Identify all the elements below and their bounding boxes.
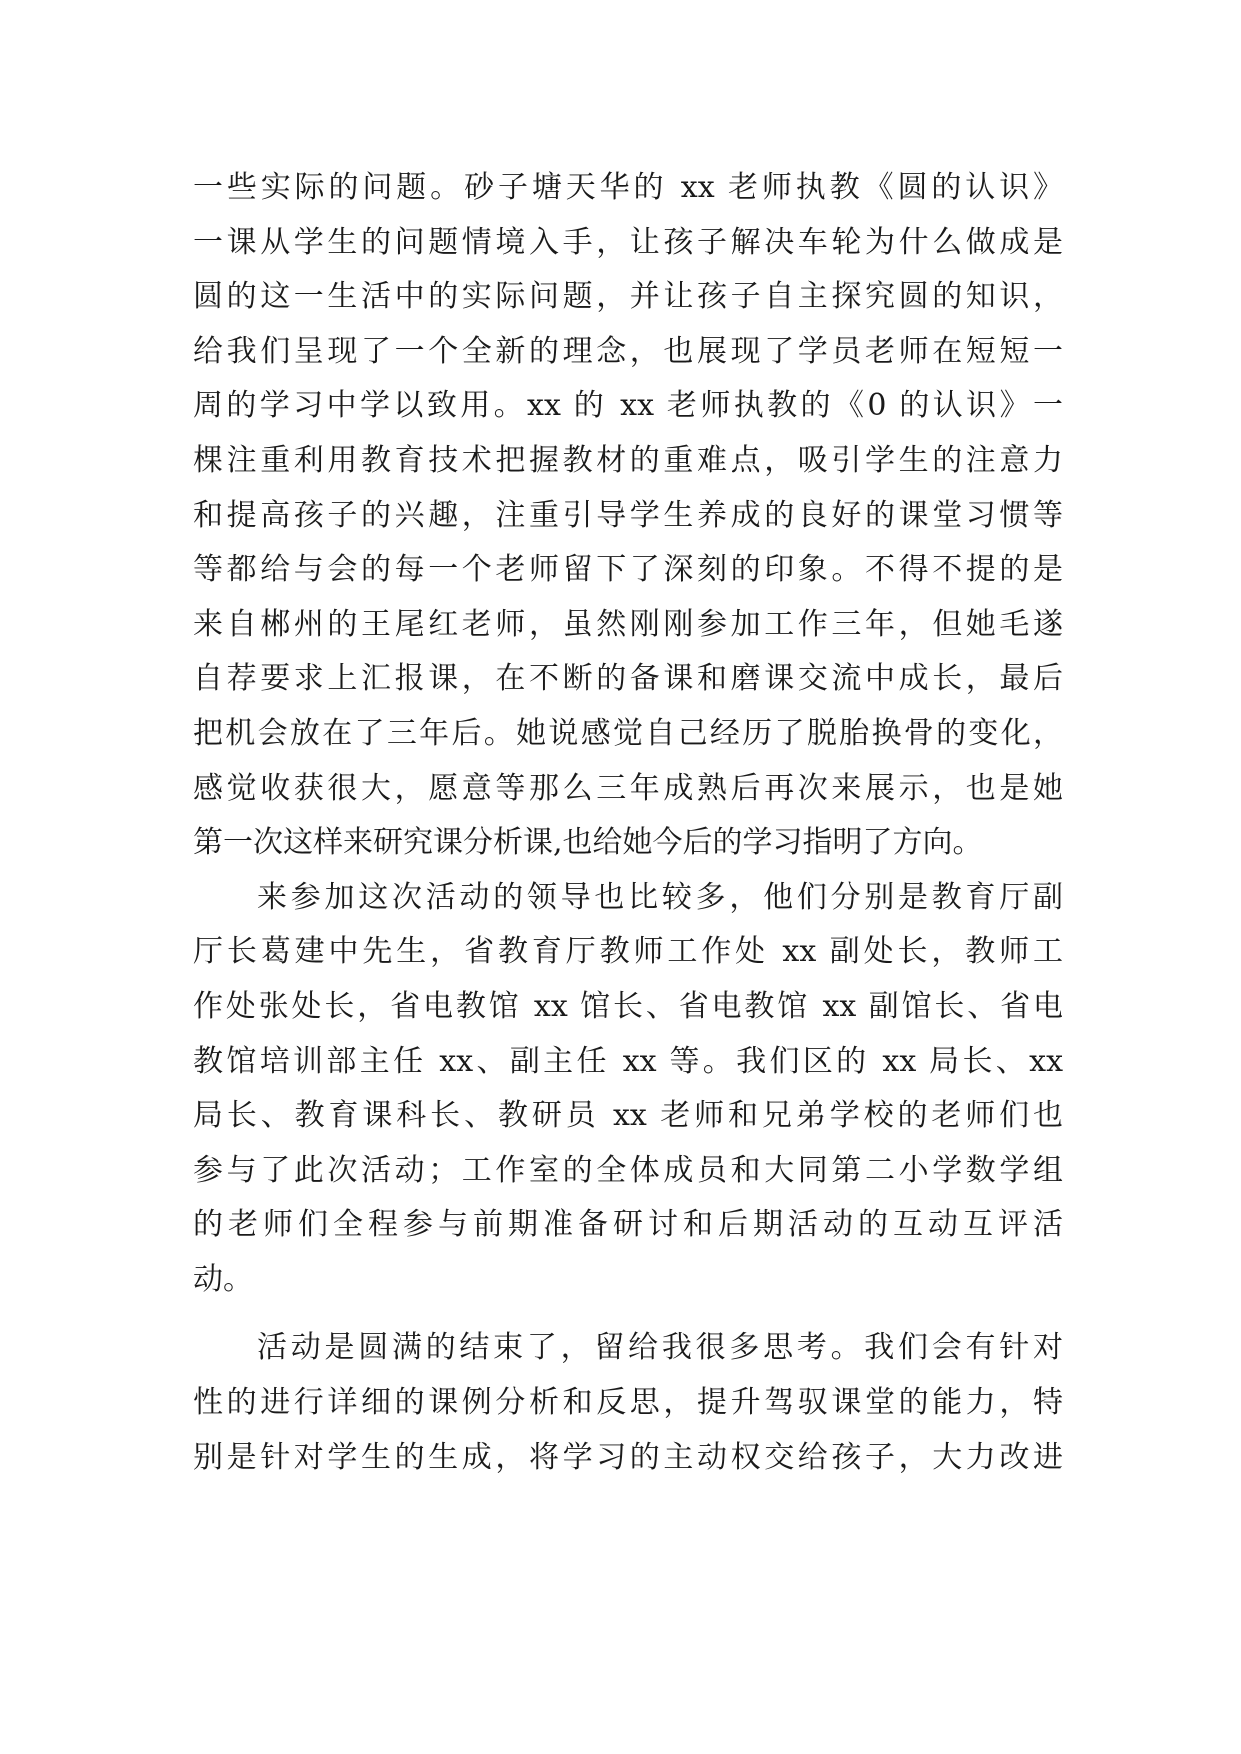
text-line: 作处张处长，省电教馆 xx 馆长、省电教馆 xx 副馆长、省电 bbox=[193, 988, 1063, 1024]
paragraph-gap bbox=[193, 1307, 1063, 1321]
text-line: 把机会放在了三年后。她说感觉自己经历了脱胎换骨的变化， bbox=[193, 715, 1063, 751]
text-line: 参与了此次活动；工作室的全体成员和大同第二小学数学组 bbox=[193, 1152, 1063, 1188]
text-line: 的老师们全程参与前期准备研讨和后期活动的互动互评活 bbox=[193, 1207, 1063, 1243]
text-line: 感觉收获很大，愿意等那么三年成熟后再次来展示，也是她 bbox=[193, 770, 1063, 806]
text-line: 别是针对学生的生成，将学习的主动权交给孩子，大力改进 bbox=[193, 1439, 1063, 1475]
text-line: 来自郴州的王尾红老师，虽然刚刚参加工作三年，但她毛遂 bbox=[193, 606, 1063, 642]
text-line: 一些实际的问题。砂子塘天华的 xx 老师执教《圆的认识》 bbox=[193, 170, 1063, 205]
text-line: 和提高孩子的兴趣，注重引导学生养成的良好的课堂习惯等 bbox=[193, 497, 1063, 533]
text-line: 活动是圆满的结束了，留给我很多思考。我们会有针对 bbox=[257, 1330, 1063, 1366]
text-line: 第一次这样来研究课分析课,也给她今后的学习指明了方向。 bbox=[193, 825, 983, 861]
text-line: 棵注重利用教育技术把握教材的重难点，吸引学生的注意力 bbox=[193, 442, 1063, 478]
text-line: 圆的这一生活中的实际问题，并让孩子自主探究圆的知识， bbox=[193, 279, 1063, 315]
text-line: 局长、教育课科长、教研员 xx 老师和兄弟学校的老师们也 bbox=[193, 1098, 1063, 1134]
text-line: 给我们呈现了一个全新的理念，也展现了学员老师在短短一 bbox=[193, 333, 1063, 369]
text-line: 等都给与会的每一个老师留下了深刻的印象。不得不提的是 bbox=[193, 552, 1063, 588]
text-line: 性的进行详细的课例分析和反思，提升驾驭课堂的能力，特 bbox=[193, 1385, 1063, 1421]
text-line: 来参加这次活动的领导也比较多，他们分别是教育厅副 bbox=[257, 879, 1063, 915]
text-line: 周的学习中学以致用。xx 的 xx 老师执教的《0 的认识》一 bbox=[193, 388, 1063, 424]
text-line: 一课从学生的问题情境入手，让孩子解决车轮为什么做成是 bbox=[193, 224, 1063, 260]
text-line: 教馆培训部主任 xx、副主任 xx 等。我们区的 xx 局长、xx bbox=[193, 1043, 1063, 1079]
text-line: 厅长葛建中先生，省教育厅教师工作处 xx 副处长，教师工 bbox=[193, 934, 1063, 970]
document-body bbox=[193, 161, 1063, 1485]
text-line: 动。 bbox=[193, 1261, 253, 1297]
text-line: 自荐要求上汇报课，在不断的备课和磨课交流中成长，最后 bbox=[193, 661, 1063, 697]
